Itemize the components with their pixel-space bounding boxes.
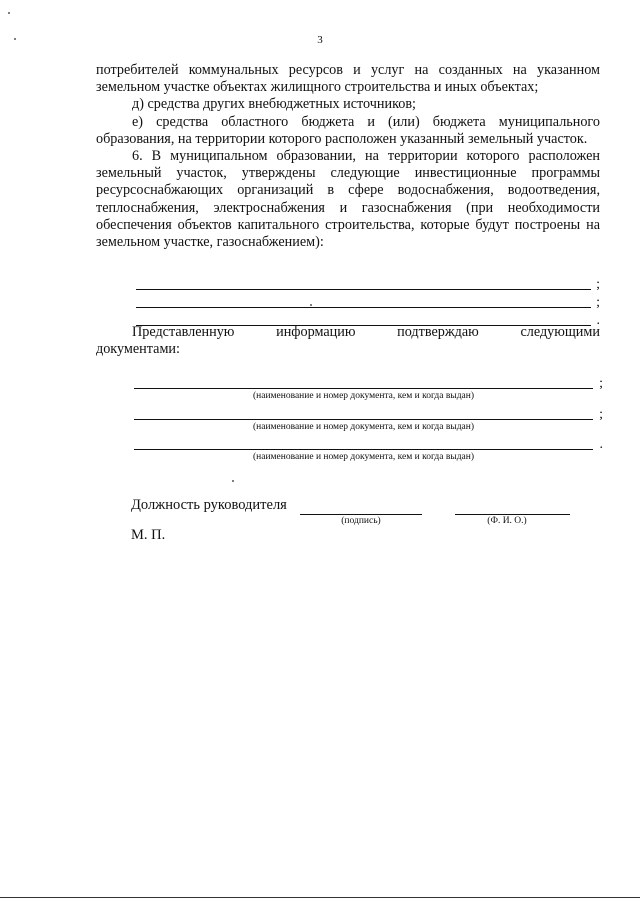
- paragraph-consumers: потребителей коммунальных ресурсов и услуг на созданных на указанном земельном участке объектах жилищного строительства и иных объектах;: [96, 62, 600, 96]
- scan-speck: [310, 304, 312, 306]
- scan-speck: [14, 38, 16, 40]
- confirm-word: информацию: [276, 324, 356, 340]
- document-entry: [134, 401, 604, 432]
- line-punctuation: .: [596, 313, 600, 328]
- full-name-line[interactable]: [455, 514, 570, 515]
- document-entry: [134, 431, 604, 462]
- confirmation-statement: [96, 324, 600, 358]
- line-punctuation: ;: [599, 376, 603, 391]
- scan-speck: [8, 12, 10, 14]
- document-caption: (наименование и номер документа, кем и когда выдан): [253, 422, 474, 432]
- stamp-placeholder: М. П.: [131, 527, 166, 543]
- paragraph-6: 6. В муниципальном образовании, на территории которого расположен земельный участок, утверждены следующие инвестиционные программы ресурсоснабжающих организаций в сфере водоснабжения, водоотведения, теплоснабжения, электроснабжения и газоснабжения (при необходимости обеспечения объектов капитального строительства, которые будут построены на земельном участке, газоснабжением):: [96, 148, 600, 251]
- document-line[interactable]: [134, 370, 603, 391]
- scan-bottom-edge: [0, 897, 640, 898]
- body-text: [96, 62, 600, 251]
- scan-speck: [232, 480, 234, 482]
- fill-line[interactable]: [136, 290, 600, 310]
- investment-program-fill-lines: [136, 272, 600, 326]
- line-punctuation: ;: [596, 277, 600, 292]
- confirm-second-line: документами:: [96, 341, 180, 358]
- document-entry: [134, 370, 604, 401]
- document-line[interactable]: [134, 431, 603, 452]
- document-line[interactable]: [134, 401, 603, 422]
- line-punctuation: .: [599, 437, 603, 452]
- signature-caption: (подпись): [341, 516, 381, 526]
- paragraph-item-d: д) средства других внебюджетных источников;: [132, 96, 416, 113]
- fill-line[interactable]: [136, 272, 600, 292]
- line-punctuation: ;: [599, 407, 603, 422]
- confirm-word: следующими: [520, 324, 600, 340]
- confirm-word: Представленную: [132, 324, 235, 340]
- position-label: Должность руководителя: [131, 497, 287, 513]
- confirm-word: подтверждаю: [397, 324, 479, 340]
- signature-line[interactable]: [300, 514, 422, 515]
- line-punctuation: ;: [596, 295, 600, 310]
- document-caption: (наименование и номер документа, кем и когда выдан): [253, 452, 474, 462]
- document-caption: (наименование и номер документа, кем и когда выдан): [253, 391, 474, 401]
- page-number: 3: [317, 34, 323, 46]
- paragraph-item-e: е) средства областного бюджета и (или) бюджета муниципального образования, на территории которого расположен указанный земельный участок.: [96, 113, 600, 147]
- full-name-caption: (Ф. И. О.): [487, 516, 527, 526]
